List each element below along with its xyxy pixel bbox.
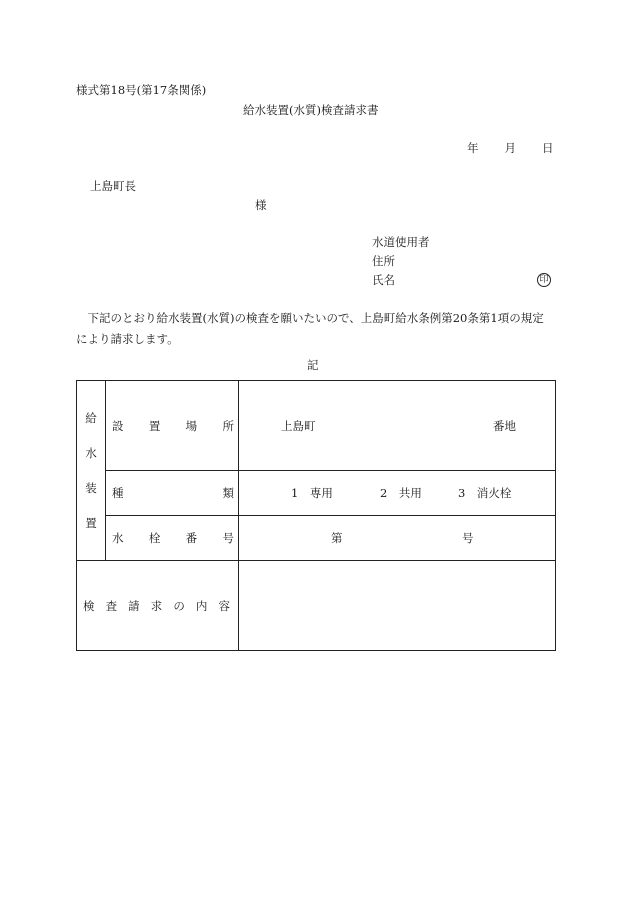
seal-icon: 印 xyxy=(537,273,551,287)
table-row xyxy=(77,561,556,651)
type-option-hydrant[interactable]: 3 消火栓 xyxy=(458,486,512,500)
type-label: 種 類 xyxy=(106,471,239,516)
ki-heading: 記 xyxy=(307,358,319,372)
request-body-text: 下記のとおり給水装置(水質)の検査を願いたいので、上島町給水条例第20条第1項の規定により請求します。 xyxy=(76,311,544,346)
water-supply-device-label: 給 水 装 置 xyxy=(77,381,106,561)
date-month: 月 xyxy=(504,141,516,155)
inspection-table xyxy=(76,380,556,651)
hydrant-suffix: 号 xyxy=(462,531,474,545)
location-banchi: 番地 xyxy=(493,418,516,433)
name-label: 氏名 xyxy=(372,273,395,287)
type-option-private[interactable]: 1 専用 xyxy=(291,486,333,500)
type-option-shared[interactable]: 2 共用 xyxy=(380,486,422,500)
location-field[interactable] xyxy=(239,381,556,471)
table-row xyxy=(77,516,556,561)
date-year: 年 xyxy=(467,141,479,155)
date-day: 日 xyxy=(542,141,554,155)
type-field[interactable] xyxy=(239,471,556,516)
hydrant-number-label: 水 栓 番 号 xyxy=(106,516,239,561)
hydrant-prefix: 第 xyxy=(331,531,343,545)
date-line xyxy=(467,143,554,155)
request-content-label: 検 査 請 求 の 内 容 xyxy=(77,561,239,651)
water-user-label: 水道使用者 xyxy=(372,235,430,249)
request-content-field[interactable] xyxy=(239,561,556,651)
location-label: 設 置 場 所 xyxy=(106,381,239,471)
location-town: 上島町 xyxy=(281,418,316,433)
form-number: 様式第18号(第17条関係) xyxy=(76,83,207,97)
table-row xyxy=(77,471,556,516)
document-title: 給水装置(水質)検査請求書 xyxy=(243,103,379,117)
table-row xyxy=(77,381,556,471)
hydrant-number-field[interactable] xyxy=(239,516,556,561)
addressee-honorific: 様 xyxy=(255,198,267,212)
addressee-name: 上島町長 xyxy=(90,179,136,193)
address-label: 住所 xyxy=(372,254,395,268)
